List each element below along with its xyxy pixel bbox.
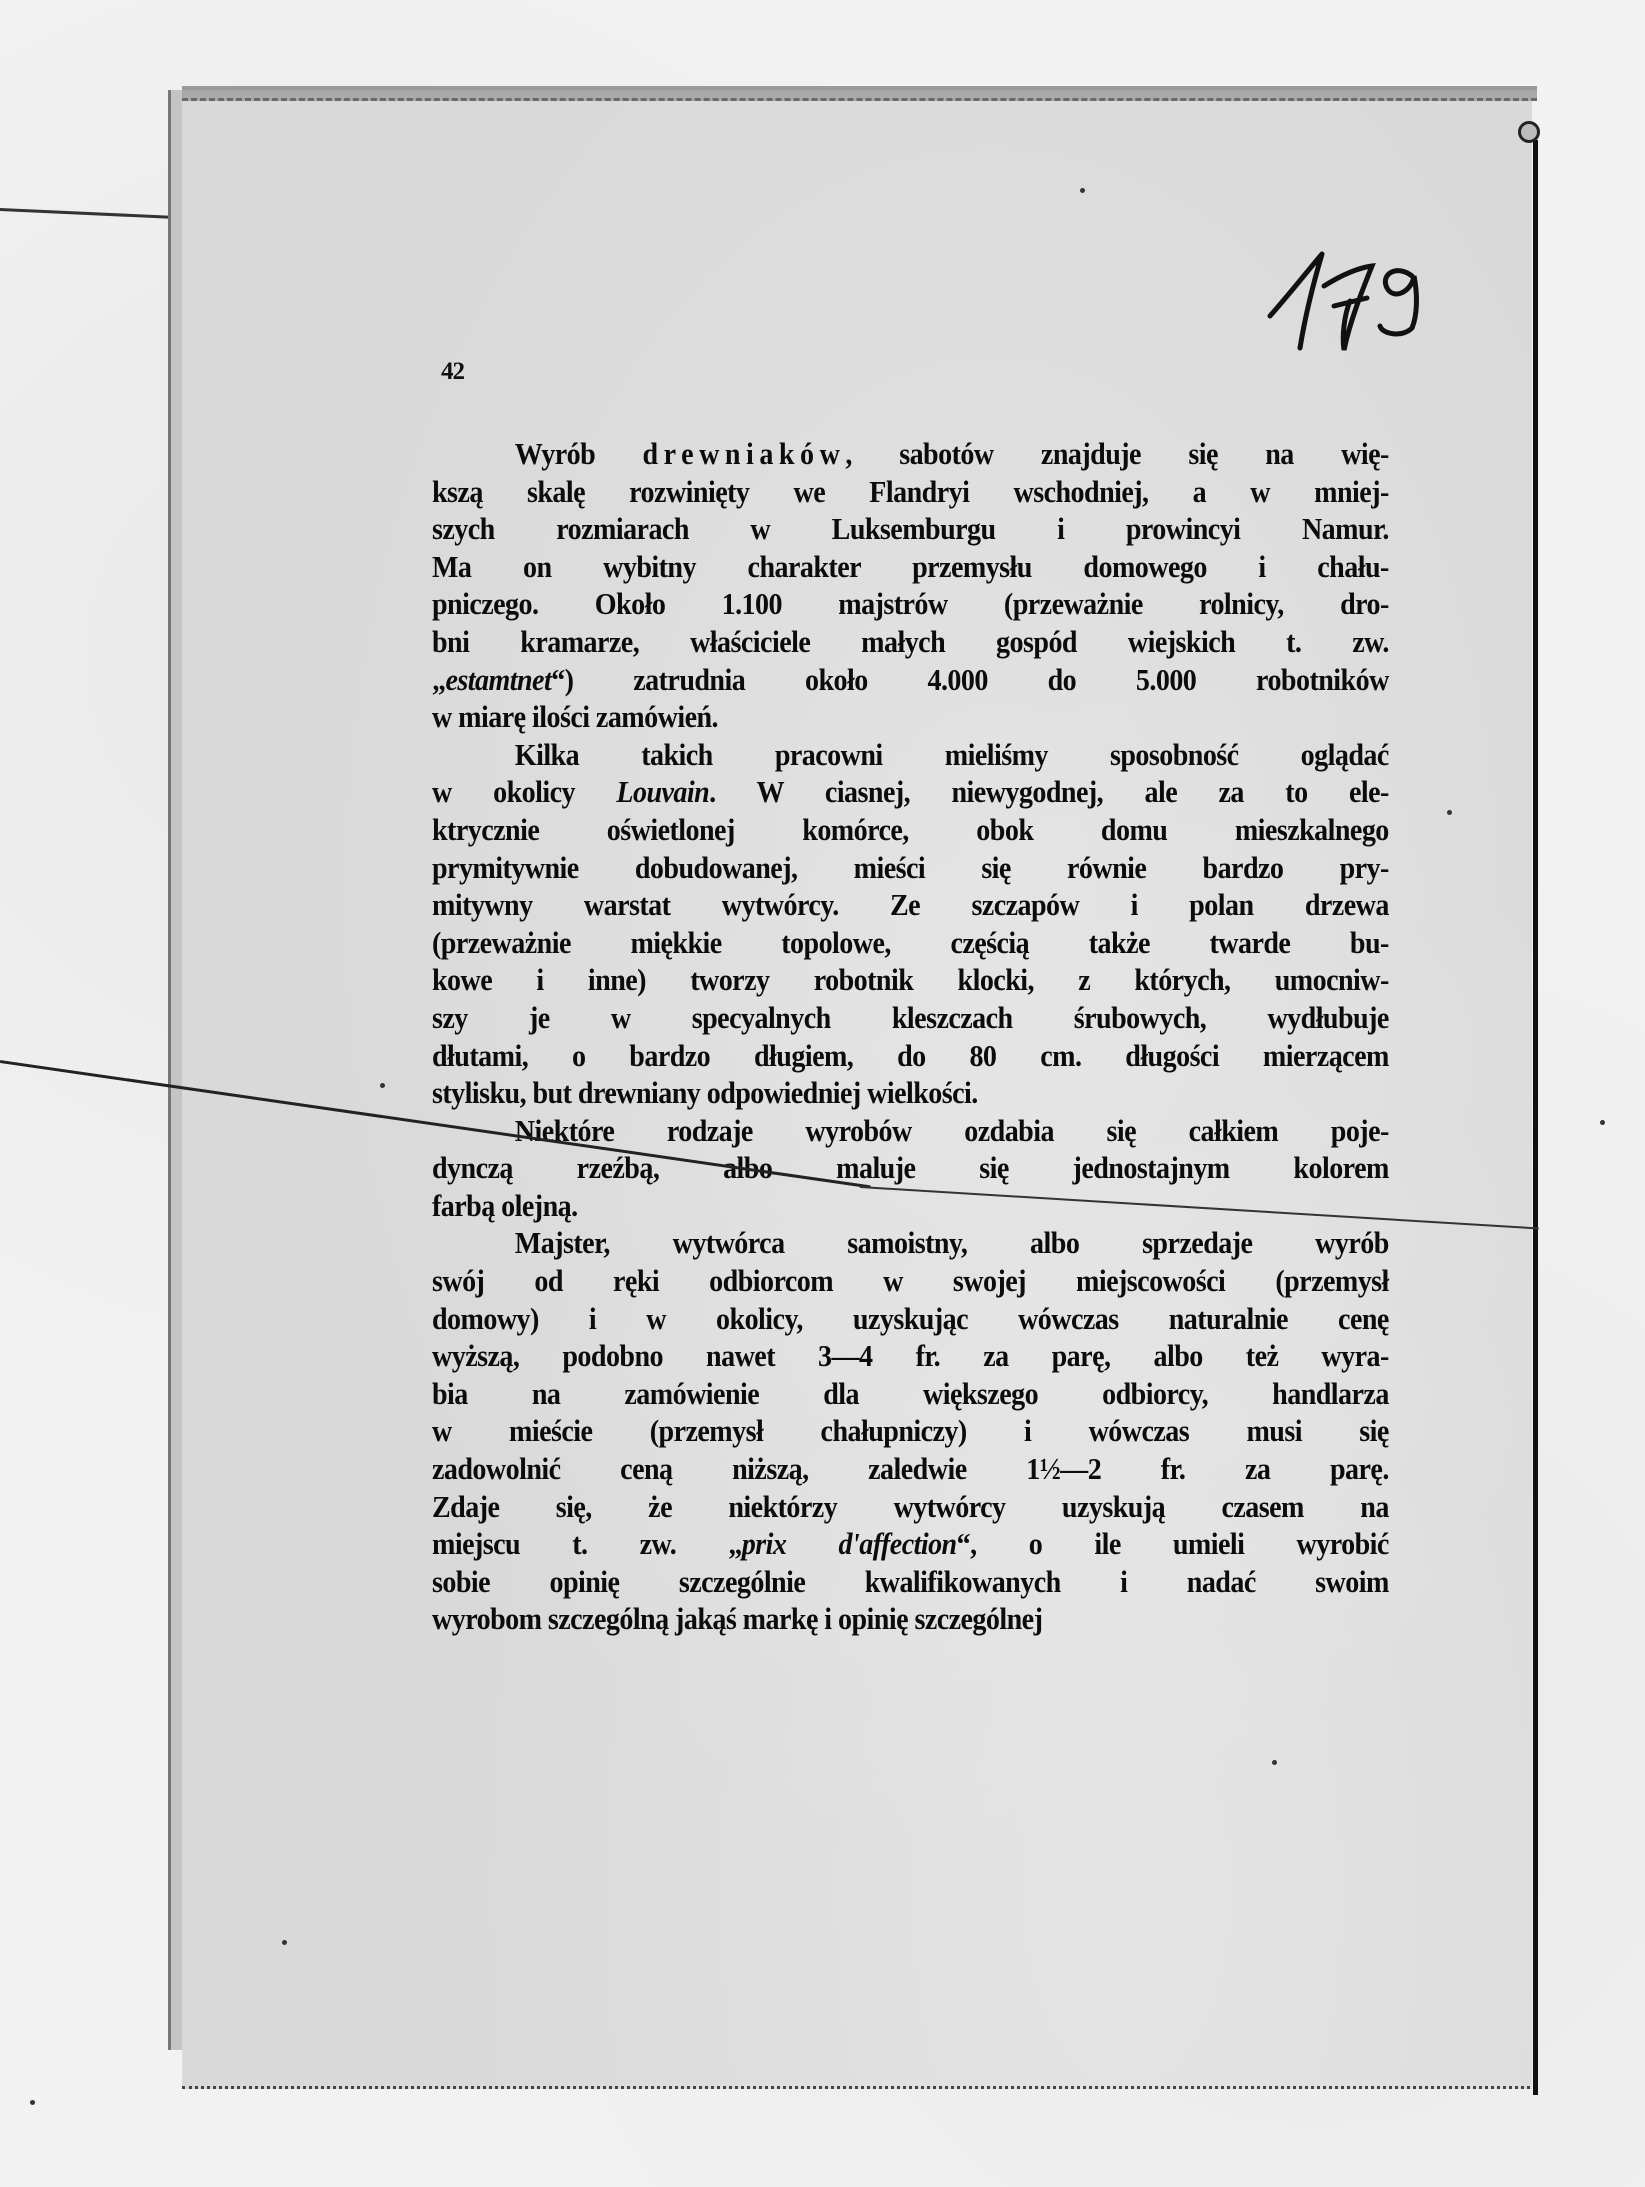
text-segment: prymitywnie dobudowanej, mieści się równie bardzo pry-: [432, 850, 1389, 885]
text-segment: dynczą rzeźbą, albo maluje się jednostajnym kolorem: [432, 1151, 1389, 1186]
text-segment: Niektóre rodzaje wyrobów ozdabia się całkiem poje-: [514, 1113, 1389, 1148]
text-line: [432, 436, 1389, 474]
text-segment: wyrobom szczególną jakąś markę i opinię szczególnej: [432, 1602, 1043, 1637]
dust-speck: [1080, 188, 1085, 193]
handwritten-179-icon: [1262, 246, 1462, 356]
dust-speck: [30, 2100, 35, 2105]
text-line: [432, 774, 1389, 812]
italic-term: Louvain: [616, 775, 710, 810]
text-line: [432, 662, 1389, 700]
text-segment: dłutami, o bardzo długiem, do 80 cm. długości mierzącem: [432, 1038, 1389, 1073]
text-line: [432, 812, 1389, 850]
text-segment: kszą skalę rozwinięty we Flandryi wschodniej, a w mniej-: [432, 474, 1389, 509]
dust-speck: [380, 1083, 385, 1088]
text-line: [432, 1225, 1389, 1263]
text-line: [432, 586, 1389, 624]
text-segment: swój od ręki odbiorcom w swojej miejscowości (przemysł: [432, 1264, 1389, 1299]
spaced-term: drewniaków: [642, 437, 846, 471]
text-line: [432, 1376, 1389, 1414]
text-line: [432, 1075, 1389, 1113]
italic-term: prix d'affection: [741, 1527, 957, 1562]
text-line: [432, 699, 1389, 737]
page-top-strip: [182, 86, 1537, 90]
text-line: [432, 1526, 1389, 1564]
text-line: [432, 1188, 1389, 1226]
text-segment: „: [432, 662, 446, 697]
text-segment: stylisku, but drewniany odpowiedniej wielkości.: [432, 1076, 978, 1111]
text-line: [432, 1150, 1389, 1188]
text-line: [432, 737, 1389, 775]
text-segment: Wyrób: [514, 437, 643, 471]
text-line: [432, 1564, 1389, 1602]
text-line: [432, 1038, 1389, 1076]
text-segment: “, o ile umieli wyrobić: [956, 1527, 1389, 1562]
text-segment: wyższą, podobno nawet 3—4 fr. za parę, albo też wyra-: [432, 1339, 1389, 1374]
italic-term: estamtnet: [445, 662, 552, 697]
dust-speck: [1272, 1760, 1277, 1765]
text-line: [432, 1301, 1389, 1339]
text-segment: sobie opinię szczególnie kwalifikowanych i nadać swoim: [432, 1564, 1389, 1599]
page-bottom-edge: [182, 2086, 1537, 2089]
text-line: [432, 624, 1389, 662]
text-segment: Ma on wybitny charakter przemysłu domowego i chału-: [432, 549, 1389, 584]
binding-hole-icon: [1518, 121, 1540, 143]
text-line: [432, 549, 1389, 587]
text-line: [432, 1451, 1389, 1489]
text-line: [432, 511, 1389, 549]
text-segment: (przeważnie miękkie topolowe, częścią także twarde bu-: [432, 925, 1389, 960]
handwritten-folio-number: [1262, 246, 1462, 356]
text-segment: bni kramarze, właściciele małych gospód wiejskich t. zw.: [432, 624, 1389, 659]
text-segment: Zdaje się, że niektórzy wytwórcy uzyskują czasem na: [432, 1489, 1389, 1524]
spine-line: [1533, 140, 1538, 2095]
text-segment: w okolicy: [432, 775, 617, 810]
text-segment: “) zatrudnia około 4.000 do 5.000 robotników: [551, 662, 1389, 697]
text-segment: w mieście (przemysł chałupniczy) i wówczas musi się: [432, 1414, 1389, 1449]
text-segment: zadowolnić ceną niższą, zaledwie 1½—2 fr. za parę.: [432, 1452, 1389, 1487]
text-segment: szych rozmiarach w Luksemburgu i prowincyi Namur.: [432, 512, 1389, 547]
text-segment: ktrycznie oświetlonej komórce, obok domu mieszkalnego: [432, 812, 1389, 847]
text-segment: , sabotów znajduje się na wię-: [845, 437, 1389, 471]
text-segment: farbą olejną.: [432, 1188, 578, 1223]
text-line: [432, 1263, 1389, 1301]
text-line: [432, 850, 1389, 888]
text-line: [432, 1000, 1389, 1038]
dust-speck: [282, 1940, 287, 1945]
text-line: [432, 925, 1389, 963]
text-segment: Kilka takich pracowni mieliśmy sposobność oglądać: [514, 737, 1389, 772]
text-segment: Majster, wytwórca samoistny, albo sprzedaje wyrób: [514, 1226, 1389, 1261]
text-line: [432, 1489, 1389, 1527]
text-segment: pniczego. Około 1.100 majstrów (przeważnie rolnicy, dro-: [432, 587, 1389, 622]
text-line: [432, 1413, 1389, 1451]
text-line: [432, 1338, 1389, 1376]
text-line: [432, 1601, 1389, 1639]
text-line: [432, 962, 1389, 1000]
page-number: 42: [441, 358, 464, 385]
text-segment: bia na zamówienie dla większego odbiorcy, handlarza: [432, 1376, 1389, 1411]
text-segment: . W ciasnej, niewygodnej, ale za to ele-: [709, 775, 1389, 810]
text-line: [432, 887, 1389, 925]
text-segment: kowe i inne) tworzy robotnik klocki, z których, umocniw-: [432, 963, 1389, 998]
text-segment: w miarę ilości zamówień.: [432, 700, 718, 735]
text-segment: domowy) i w okolicy, uzyskując wówczas naturalnie cenę: [432, 1301, 1389, 1336]
dust-speck: [1447, 810, 1452, 815]
text-segment: miejscu t. zw. „: [432, 1527, 742, 1562]
text-line: [432, 474, 1389, 512]
text-segment: mitywny warstat wytwórcy. Ze szczapów i polan drzewa: [432, 888, 1389, 923]
body-text: [432, 436, 1389, 1639]
dust-speck: [1600, 1120, 1605, 1125]
text-segment: szy je w specyalnych kleszczach śrubowych, wydłubuje: [432, 1000, 1389, 1035]
